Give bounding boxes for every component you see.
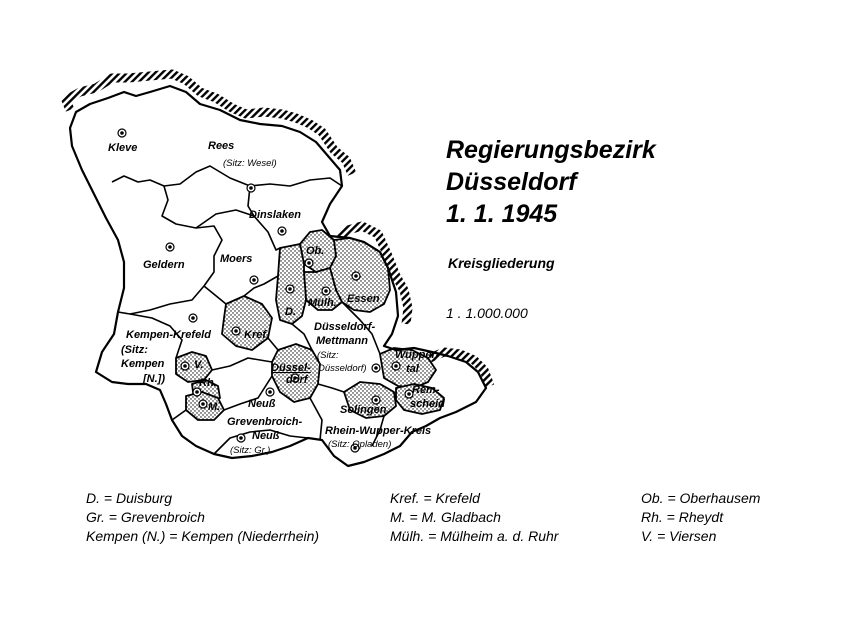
seat-moers xyxy=(250,276,258,284)
legend-item: Gr. = Grevenbroich xyxy=(86,509,205,525)
label-mettmann-3: (Sitz: xyxy=(317,350,339,361)
seat-geldern xyxy=(166,243,174,251)
legend-item: D. = Duisburg xyxy=(86,490,172,506)
seat-wuppertal xyxy=(392,362,400,370)
seat-oberhausen xyxy=(305,259,313,267)
seat-kempen xyxy=(189,314,197,322)
legend-item: Kempen (N.) = Kempen (Niederrhein) xyxy=(86,528,320,544)
label-kref: Kref. xyxy=(244,329,270,341)
label-m: M. xyxy=(208,401,221,413)
legend-item: Rh. = Rheydt xyxy=(641,509,724,525)
label-v: V. xyxy=(194,359,204,371)
label-dinslaken: Dinslaken xyxy=(249,209,301,221)
label-kempen-krefeld-1: Kempen-Krefeld xyxy=(126,329,211,341)
label-rem-1: Rem- xyxy=(412,384,440,396)
seat-grevenbroich xyxy=(237,434,245,442)
label-kempen-krefeld-2: (Sitz: xyxy=(121,344,148,356)
label-rees: Rees xyxy=(208,140,235,152)
label-wuppertal-1: Wupper- xyxy=(395,349,440,361)
label-neuss: Neuß xyxy=(248,398,276,410)
seat-duisburg xyxy=(286,285,294,293)
label-ob: Ob. xyxy=(306,245,325,257)
label-wuppertal-2: tal xyxy=(406,363,419,375)
label-essen: Essen xyxy=(347,293,380,305)
legend-column-2 xyxy=(390,489,558,546)
legend-item: Mülh. = Mülheim a. d. Ruhr xyxy=(390,528,559,544)
seat-mettmann xyxy=(372,364,380,372)
title-line-3: 1. 1. 1945 xyxy=(446,200,558,228)
label-d: D. xyxy=(285,306,296,318)
label-geldern: Geldern xyxy=(143,259,185,271)
label-duessel-2: dorf xyxy=(286,374,308,386)
map-subtitle: Kreisgliederung xyxy=(448,255,555,271)
label-muelh: Mülh. xyxy=(308,297,337,309)
label-grevenbroich-1: Grevenbroich- xyxy=(227,416,303,428)
label-rees-sitz: (Sitz: Wesel) xyxy=(223,158,277,169)
seat-wesel xyxy=(247,184,255,192)
label-mettmann-4: Düsseldorf) xyxy=(318,363,367,374)
label-grevenbroich-3: (Sitz: Gr.) xyxy=(230,445,271,456)
title-line-2: Düsseldorf xyxy=(446,168,577,196)
legend-column-1 xyxy=(86,489,319,546)
label-mettmann-2: Mettmann xyxy=(316,335,368,347)
label-rh: Rh. xyxy=(199,377,217,389)
seat-mgladbach xyxy=(199,400,207,408)
seat-rheydt xyxy=(193,388,201,396)
label-solingen: Solingen xyxy=(340,404,387,416)
label-mettmann-1: Düsseldorf- xyxy=(314,321,376,333)
label-moers: Moers xyxy=(220,253,253,265)
seat-neuss xyxy=(266,388,274,396)
seat-muelheim xyxy=(322,287,330,295)
label-kempen-krefeld-3: Kempen xyxy=(121,358,165,370)
label-rem-2: scheid xyxy=(410,398,445,410)
legend-item: Ob. = Oberhausem xyxy=(641,490,761,506)
label-grevenbroich-2: Neuß xyxy=(252,430,280,442)
seat-krefeld xyxy=(232,327,240,335)
district-krefeld xyxy=(222,296,272,350)
label-rwk-1: Rhein-Wupper-Kreis xyxy=(325,425,432,437)
seat-essen xyxy=(352,272,360,280)
seat-viersen xyxy=(181,362,189,370)
label-kempen-krefeld-4: [N.]) xyxy=(143,373,165,385)
seat-kleve xyxy=(118,129,126,137)
map-title xyxy=(446,134,746,230)
seat-solingen xyxy=(372,396,380,404)
map-scale: 1 . 1.000.000 xyxy=(446,305,528,321)
label-kleve: Kleve xyxy=(108,142,138,154)
seat-dinslaken xyxy=(278,227,286,235)
legend-column-3 xyxy=(641,489,760,546)
urban-districts xyxy=(176,230,444,420)
label-rwk-2: (Sitz: Opladen) xyxy=(328,439,392,450)
legend-item: M. = M. Gladbach xyxy=(390,509,501,525)
title-line-1: Regierungsbezirk xyxy=(446,136,656,164)
legend-item: V. = Viersen xyxy=(641,528,717,544)
label-duessel-1: Düssel- xyxy=(271,362,311,374)
legend-item: Kref. = Krefeld xyxy=(390,490,480,506)
